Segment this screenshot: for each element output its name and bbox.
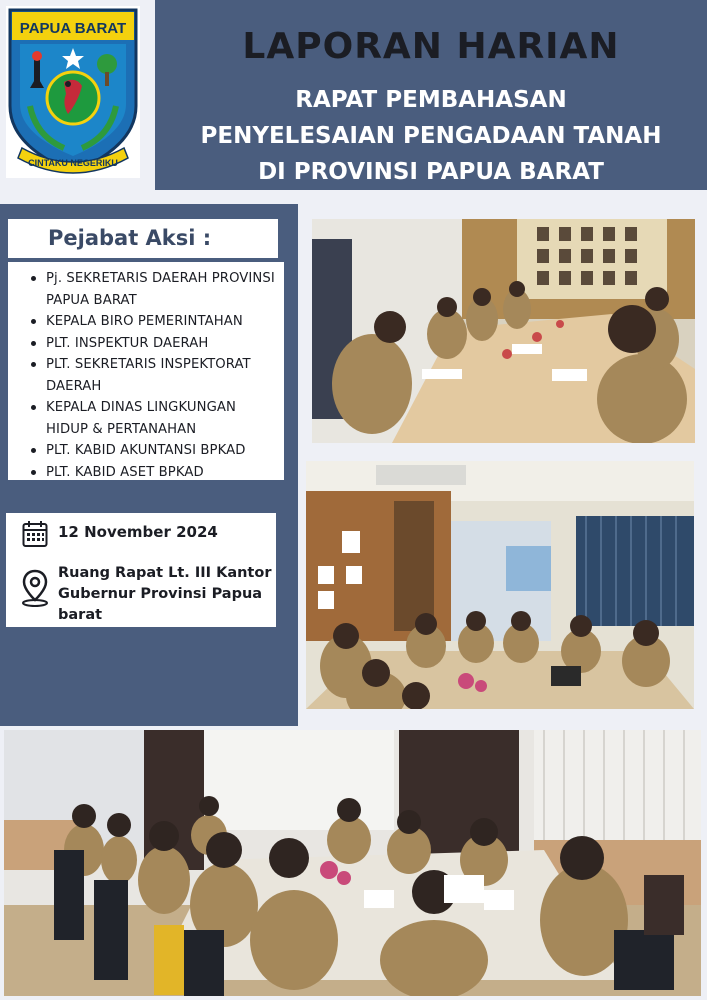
logo-container bbox=[6, 6, 140, 178]
pejabat-item: KEPALA BIRO PEMERINTAHAN bbox=[30, 311, 280, 333]
meeting-photo-1 bbox=[312, 219, 695, 443]
map-pin-icon bbox=[20, 568, 50, 608]
logo-ribbon-text: CINTAKU NEGERIKU bbox=[28, 158, 118, 168]
pejabat-list bbox=[8, 262, 284, 480]
meeting-photo-3 bbox=[4, 730, 701, 996]
papua-barat-emblem bbox=[6, 6, 140, 178]
event-location: Ruang Rapat Lt. III Kantor Gubernur Provinsi Papua barat bbox=[58, 565, 272, 623]
pejabat-item: KEPALA DINAS LINGKUNGAN HIDUP & PERTANAHAN bbox=[30, 397, 280, 440]
pejabat-item: PLT. INSPEKTUR DAERAH bbox=[30, 333, 280, 355]
calendar-icon bbox=[22, 520, 48, 548]
event-date: 12 November 2024 bbox=[58, 523, 218, 541]
pejabat-heading: Pejabat Aksi : bbox=[8, 219, 278, 258]
pejabat-item: PLT. SEKRETARIS INSPEKTORAT DAERAH bbox=[30, 354, 280, 397]
logo-top-text: PAPUA BARAT bbox=[19, 20, 127, 37]
pejabat-item: Pj. SEKRETARIS DAERAH PROVINSI PAPUA BARAT bbox=[30, 268, 280, 311]
pejabat-item: PLT. KABID ASET BPKAD bbox=[30, 462, 280, 484]
subtitle-line: PENYELESAIAN PENGADAAN TANAH bbox=[200, 123, 662, 149]
meeting-photo-2 bbox=[306, 461, 694, 709]
page-title: LAPORAN HARIAN bbox=[242, 26, 620, 67]
page-subtitle bbox=[155, 82, 707, 190]
pejabat-item: PLT. KABID AKUNTANSI BPKAD bbox=[30, 440, 280, 462]
subtitle-line: RAPAT PEMBAHASAN bbox=[295, 87, 567, 113]
subtitle-line: DI PROVINSI PAPUA BARAT bbox=[258, 159, 604, 185]
